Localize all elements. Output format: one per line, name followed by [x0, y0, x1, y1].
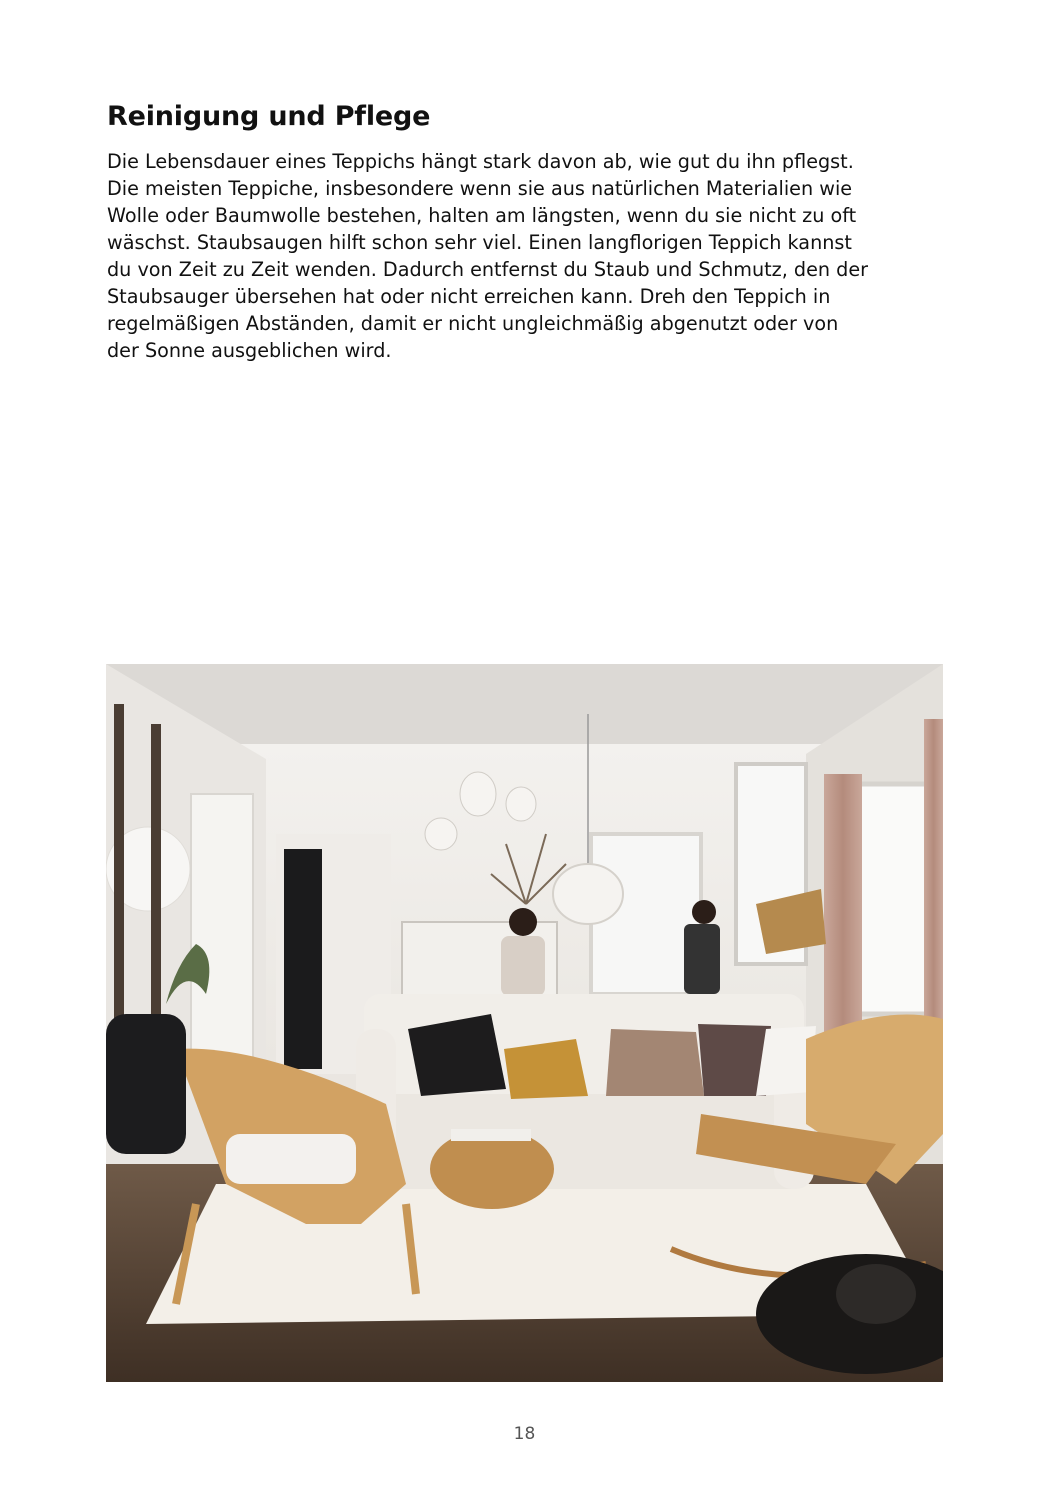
living-room-photo [106, 664, 943, 1382]
paragraph-line: wäschst. Staubsaugen hilft schon sehr viel. Einen langflorigen Teppich kannst [107, 231, 852, 254]
paragraph-line: der Sonne ausgeblichen wird. [107, 339, 392, 362]
section-heading: Reinigung und Pflege [107, 101, 431, 132]
page-number: 18 [513, 1424, 536, 1444]
body-paragraph [107, 148, 947, 364]
paragraph-line: Wolle oder Baumwolle bestehen, halten am längsten, wenn du sie nicht zu oft [107, 204, 857, 227]
paragraph-line: regelmäßigen Abständen, damit er nicht ungleichmäßig abgenutzt oder von [107, 312, 839, 335]
paragraph-line: du von Zeit zu Zeit wenden. Dadurch entfernst du Staub und Schmutz, den der [107, 258, 869, 281]
paragraph-line: Staubsauger übersehen hat oder nicht erreichen kann. Dreh den Teppich in [107, 285, 831, 308]
paragraph-line: Die Lebensdauer eines Teppichs hängt stark davon ab, wie gut du ihn pflegst. [107, 150, 854, 173]
paragraph-line: Die meisten Teppiche, insbesondere wenn sie aus natürlichen Materialien wie [107, 177, 853, 200]
